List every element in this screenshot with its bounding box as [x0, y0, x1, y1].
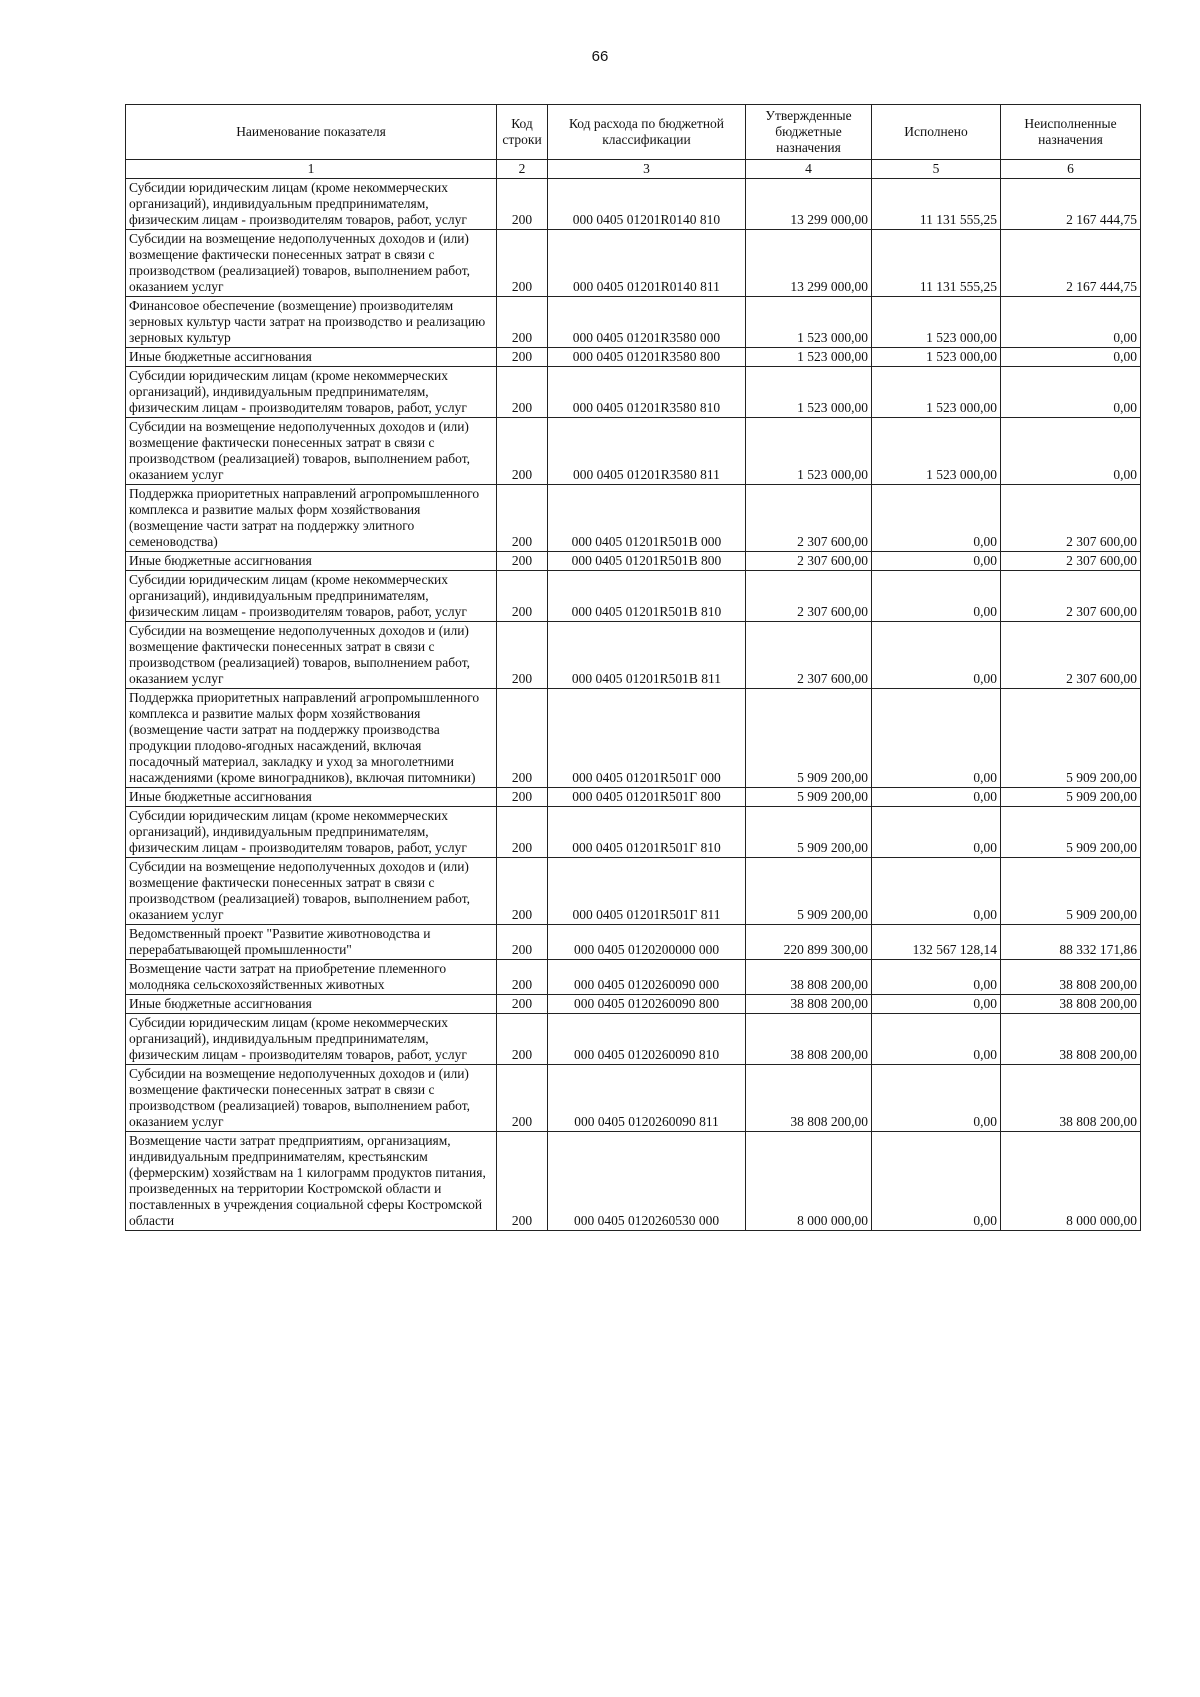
- row-approved-cell: 1 523 000,00: [746, 348, 872, 367]
- row-budget-code-cell: 000 0405 01201R501Г 810: [548, 807, 746, 858]
- row-line-code-cell: 200: [497, 960, 548, 995]
- row-line-code-cell: 200: [497, 367, 548, 418]
- column-number: 4: [746, 160, 872, 179]
- row-approved-cell: 8 000 000,00: [746, 1132, 872, 1231]
- header-line-code: Код строки: [497, 105, 548, 160]
- row-budget-code-cell: 000 0405 01201R501B 800: [548, 552, 746, 571]
- header-approved: Утвержденные бюджетные назначения: [746, 105, 872, 160]
- header-executed: Исполнено: [872, 105, 1001, 160]
- row-unexecuted-cell: 38 808 200,00: [1001, 1065, 1141, 1132]
- row-budget-code-cell: 000 0405 01201R0140 811: [548, 230, 746, 297]
- table-row: [126, 858, 1141, 925]
- row-unexecuted-cell: 0,00: [1001, 297, 1141, 348]
- row-approved-cell: 38 808 200,00: [746, 1065, 872, 1132]
- row-name-cell: Возмещение части затрат предприятиям, организациям, индивидуальным предпринимателям, крестьянским (фермерским) хозяйствам на 1 килограмм продуктов питания, произведенных на территории Костромской области и поставленных в учреждения социальной сферы Костромской области: [126, 1132, 497, 1231]
- column-number: 2: [497, 160, 548, 179]
- column-number: 6: [1001, 160, 1141, 179]
- row-unexecuted-cell: 0,00: [1001, 348, 1141, 367]
- row-name-cell: Поддержка приоритетных направлений агропромышленного комплекса и развитие малых форм хозяйствования (возмещение части затрат на поддержку производства продукции плодово-ягодных насаждений, включая посадочный материал, закладку и уход за многолетними насаждениями (кроме виноградников), включая питомники): [126, 689, 497, 788]
- row-executed-cell: 0,00: [872, 622, 1001, 689]
- row-budget-code-cell: 000 0405 01201R0140 810: [548, 179, 746, 230]
- row-executed-cell: 0,00: [872, 1132, 1001, 1231]
- header-unexecuted: Неисполненные назначения: [1001, 105, 1141, 160]
- row-name-cell: Субсидии на возмещение недополученных доходов и (или) возмещение фактически понесенных затрат в связи с производством (реализацией) товаров, выполнением работ, оказанием услуг: [126, 230, 497, 297]
- row-executed-cell: 11 131 555,25: [872, 179, 1001, 230]
- row-line-code-cell: 200: [497, 418, 548, 485]
- row-line-code-cell: 200: [497, 622, 548, 689]
- row-executed-cell: 0,00: [872, 485, 1001, 552]
- row-budget-code-cell: 000 0405 01201R501B 811: [548, 622, 746, 689]
- row-executed-cell: 11 131 555,25: [872, 230, 1001, 297]
- row-executed-cell: 0,00: [872, 960, 1001, 995]
- row-budget-code-cell: 000 0405 01201R3580 000: [548, 297, 746, 348]
- row-line-code-cell: 200: [497, 858, 548, 925]
- row-approved-cell: 1 523 000,00: [746, 297, 872, 348]
- row-budget-code-cell: 000 0405 0120260090 810: [548, 1014, 746, 1065]
- row-unexecuted-cell: 88 332 171,86: [1001, 925, 1141, 960]
- row-budget-code-cell: 000 0405 0120260090 000: [548, 960, 746, 995]
- row-budget-code-cell: 000 0405 0120260530 000: [548, 1132, 746, 1231]
- row-name-cell: Субсидии юридическим лицам (кроме некоммерческих организаций), индивидуальным предпринимателям, физическим лицам - производителям товаров, работ, услуг: [126, 1014, 497, 1065]
- header-budget-code: Код расхода по бюджетной классификации: [548, 105, 746, 160]
- table-row: [126, 788, 1141, 807]
- row-budget-code-cell: 000 0405 01201R501Г 811: [548, 858, 746, 925]
- row-approved-cell: 38 808 200,00: [746, 960, 872, 995]
- row-line-code-cell: 200: [497, 571, 548, 622]
- row-executed-cell: 132 567 128,14: [872, 925, 1001, 960]
- row-approved-cell: 2 307 600,00: [746, 485, 872, 552]
- row-executed-cell: 0,00: [872, 995, 1001, 1014]
- row-name-cell: Иные бюджетные ассигнования: [126, 995, 497, 1014]
- column-number-row: [126, 160, 1141, 179]
- row-name-cell: Иные бюджетные ассигнования: [126, 348, 497, 367]
- table-row: [126, 995, 1141, 1014]
- table-row: [126, 960, 1141, 995]
- row-budget-code-cell: 000 0405 0120260090 800: [548, 995, 746, 1014]
- row-approved-cell: 38 808 200,00: [746, 995, 872, 1014]
- row-unexecuted-cell: 2 307 600,00: [1001, 485, 1141, 552]
- row-unexecuted-cell: 0,00: [1001, 418, 1141, 485]
- table-row: [126, 1132, 1141, 1231]
- row-unexecuted-cell: 5 909 200,00: [1001, 858, 1141, 925]
- row-unexecuted-cell: 2 307 600,00: [1001, 552, 1141, 571]
- row-budget-code-cell: 000 0405 01201R3580 800: [548, 348, 746, 367]
- row-line-code-cell: 200: [497, 552, 548, 571]
- column-number: 3: [548, 160, 746, 179]
- row-unexecuted-cell: 8 000 000,00: [1001, 1132, 1141, 1231]
- table-row: [126, 571, 1141, 622]
- header-row: [126, 105, 1141, 160]
- row-line-code-cell: 200: [497, 807, 548, 858]
- row-budget-code-cell: 000 0405 01201R501Г 800: [548, 788, 746, 807]
- table-row: [126, 1065, 1141, 1132]
- row-approved-cell: 5 909 200,00: [746, 807, 872, 858]
- row-budget-code-cell: 000 0405 01201R501B 000: [548, 485, 746, 552]
- row-budget-code-cell: 000 0405 01201R3580 810: [548, 367, 746, 418]
- row-line-code-cell: 200: [497, 995, 548, 1014]
- row-name-cell: Финансовое обеспечение (возмещение) производителям зерновых культур части затрат на производство и реализацию зерновых культур: [126, 297, 497, 348]
- row-budget-code-cell: 000 0405 01201R3580 811: [548, 418, 746, 485]
- table-row: [126, 925, 1141, 960]
- row-unexecuted-cell: 38 808 200,00: [1001, 1014, 1141, 1065]
- header-name: Наименование показателя: [126, 105, 497, 160]
- row-budget-code-cell: 000 0405 0120200000 000: [548, 925, 746, 960]
- row-executed-cell: 0,00: [872, 552, 1001, 571]
- table-row: [126, 807, 1141, 858]
- row-approved-cell: 220 899 300,00: [746, 925, 872, 960]
- row-approved-cell: 5 909 200,00: [746, 788, 872, 807]
- row-approved-cell: 13 299 000,00: [746, 179, 872, 230]
- row-name-cell: Поддержка приоритетных направлений агропромышленного комплекса и развитие малых форм хозяйствования (возмещение части затрат на поддержку элитного семеноводства): [126, 485, 497, 552]
- row-unexecuted-cell: 38 808 200,00: [1001, 960, 1141, 995]
- row-executed-cell: 0,00: [872, 1014, 1001, 1065]
- row-line-code-cell: 200: [497, 1014, 548, 1065]
- row-name-cell: Иные бюджетные ассигнования: [126, 788, 497, 807]
- table-row: [126, 348, 1141, 367]
- row-approved-cell: 2 307 600,00: [746, 622, 872, 689]
- row-executed-cell: 0,00: [872, 1065, 1001, 1132]
- table-row: [126, 552, 1141, 571]
- table-row: [126, 622, 1141, 689]
- row-line-code-cell: 200: [497, 297, 548, 348]
- row-line-code-cell: 200: [497, 689, 548, 788]
- row-name-cell: Субсидии на возмещение недополученных доходов и (или) возмещение фактически понесенных затрат в связи с производством (реализацией) товаров, выполнением работ, оказанием услуг: [126, 418, 497, 485]
- row-executed-cell: 1 523 000,00: [872, 297, 1001, 348]
- row-line-code-cell: 200: [497, 348, 548, 367]
- table-row: [126, 485, 1141, 552]
- row-executed-cell: 0,00: [872, 858, 1001, 925]
- row-approved-cell: 13 299 000,00: [746, 230, 872, 297]
- row-line-code-cell: 200: [497, 179, 548, 230]
- table-row: [126, 689, 1141, 788]
- row-name-cell: Субсидии на возмещение недополученных доходов и (или) возмещение фактически понесенных затрат в связи с производством (реализацией) товаров, выполнением работ, оказанием услуг: [126, 858, 497, 925]
- table-row: [126, 418, 1141, 485]
- row-executed-cell: 0,00: [872, 689, 1001, 788]
- row-executed-cell: 0,00: [872, 571, 1001, 622]
- table-body: [126, 179, 1141, 1231]
- row-name-cell: Субсидии юридическим лицам (кроме некоммерческих организаций), индивидуальным предпринимателям, физическим лицам - производителям товаров, работ, услуг: [126, 367, 497, 418]
- row-unexecuted-cell: 2 307 600,00: [1001, 622, 1141, 689]
- row-unexecuted-cell: 2 307 600,00: [1001, 571, 1141, 622]
- row-unexecuted-cell: 38 808 200,00: [1001, 995, 1141, 1014]
- row-executed-cell: 0,00: [872, 788, 1001, 807]
- row-name-cell: Ведомственный проект "Развитие животноводства и перерабатывающей промышленности": [126, 925, 497, 960]
- budget-execution-table: [125, 104, 1141, 1231]
- row-name-cell: Субсидии на возмещение недополученных доходов и (или) возмещение фактически понесенных затрат в связи с производством (реализацией) товаров, выполнением работ, оказанием услуг: [126, 622, 497, 689]
- column-number: 1: [126, 160, 497, 179]
- row-line-code-cell: 200: [497, 925, 548, 960]
- row-line-code-cell: 200: [497, 1065, 548, 1132]
- column-number: 5: [872, 160, 1001, 179]
- row-approved-cell: 2 307 600,00: [746, 571, 872, 622]
- table-row: [126, 1014, 1141, 1065]
- row-line-code-cell: 200: [497, 230, 548, 297]
- table-row: [126, 367, 1141, 418]
- row-approved-cell: 5 909 200,00: [746, 858, 872, 925]
- table-row: [126, 230, 1141, 297]
- row-approved-cell: 38 808 200,00: [746, 1014, 872, 1065]
- row-approved-cell: 1 523 000,00: [746, 418, 872, 485]
- row-name-cell: Субсидии юридическим лицам (кроме некоммерческих организаций), индивидуальным предпринимателям, физическим лицам - производителям товаров, работ, услуг: [126, 807, 497, 858]
- row-budget-code-cell: 000 0405 01201R501Г 000: [548, 689, 746, 788]
- row-executed-cell: 1 523 000,00: [872, 348, 1001, 367]
- page-number: 66: [591, 48, 609, 65]
- row-line-code-cell: 200: [497, 788, 548, 807]
- table-row: [126, 297, 1141, 348]
- row-executed-cell: 1 523 000,00: [872, 418, 1001, 485]
- row-line-code-cell: 200: [497, 485, 548, 552]
- table-row: [126, 179, 1141, 230]
- row-executed-cell: 0,00: [872, 807, 1001, 858]
- row-unexecuted-cell: 0,00: [1001, 367, 1141, 418]
- row-name-cell: Субсидии юридическим лицам (кроме некоммерческих организаций), индивидуальным предпринимателям, физическим лицам - производителям товаров, работ, услуг: [126, 571, 497, 622]
- row-line-code-cell: 200: [497, 1132, 548, 1231]
- row-budget-code-cell: 000 0405 01201R501B 810: [548, 571, 746, 622]
- row-budget-code-cell: 000 0405 0120260090 811: [548, 1065, 746, 1132]
- row-unexecuted-cell: 5 909 200,00: [1001, 788, 1141, 807]
- row-name-cell: Субсидии юридическим лицам (кроме некоммерческих организаций), индивидуальным предпринимателям, физическим лицам - производителям товаров, работ, услуг: [126, 179, 497, 230]
- row-approved-cell: 2 307 600,00: [746, 552, 872, 571]
- row-unexecuted-cell: 5 909 200,00: [1001, 689, 1141, 788]
- row-unexecuted-cell: 2 167 444,75: [1001, 179, 1141, 230]
- row-name-cell: Возмещение части затрат на приобретение племенного молодняка сельскохозяйственных животных: [126, 960, 497, 995]
- row-unexecuted-cell: 2 167 444,75: [1001, 230, 1141, 297]
- row-name-cell: Субсидии на возмещение недополученных доходов и (или) возмещение фактически понесенных затрат в связи с производством (реализацией) товаров, выполнением работ, оказанием услуг: [126, 1065, 497, 1132]
- row-name-cell: Иные бюджетные ассигнования: [126, 552, 497, 571]
- row-approved-cell: 5 909 200,00: [746, 689, 872, 788]
- row-executed-cell: 1 523 000,00: [872, 367, 1001, 418]
- row-unexecuted-cell: 5 909 200,00: [1001, 807, 1141, 858]
- row-approved-cell: 1 523 000,00: [746, 367, 872, 418]
